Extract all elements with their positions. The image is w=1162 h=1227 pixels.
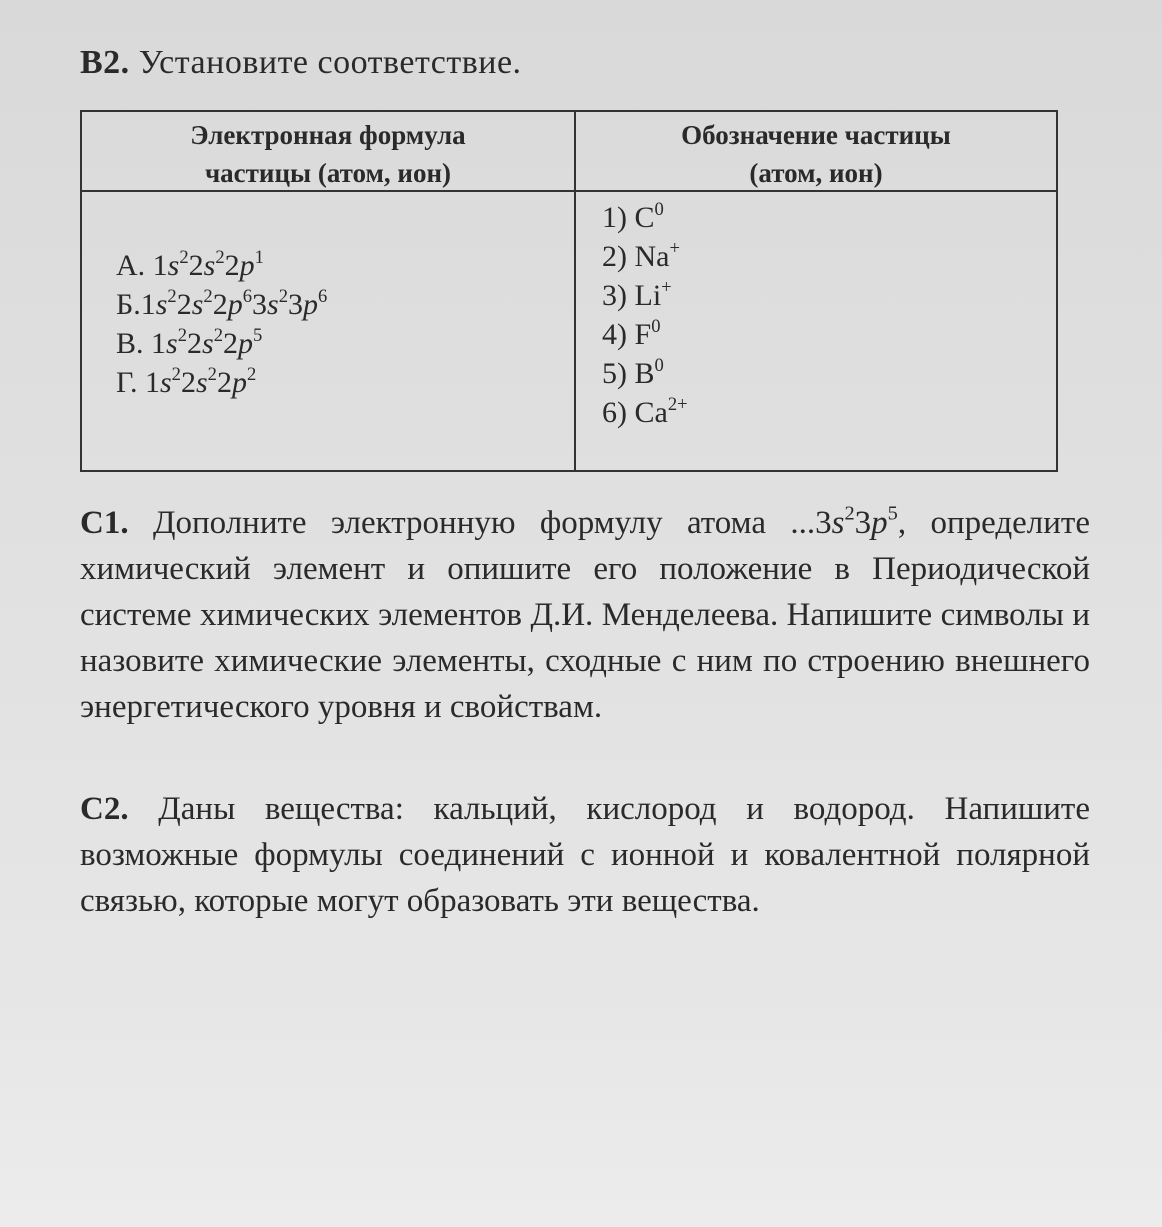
formula-item <box>116 246 327 285</box>
formula-item-letter: А. <box>116 249 153 282</box>
orbital-sublevel: s <box>202 327 214 360</box>
orbital-level: 2 <box>176 288 192 321</box>
orbital-level: 2 <box>188 249 204 282</box>
particle-item <box>602 354 688 393</box>
electron-count: 2 <box>171 363 181 385</box>
formula-item-letter: В. <box>116 327 152 360</box>
orbital-level: 2 <box>216 366 232 399</box>
orbital-sublevel: s <box>831 505 845 541</box>
electron-count: 2 <box>203 285 213 307</box>
electron-count: 2 <box>844 502 855 525</box>
formula-item <box>116 324 327 363</box>
matching-table <box>80 110 1058 472</box>
orbital-level: 2 <box>222 327 238 360</box>
electron-count: 6 <box>242 285 252 307</box>
particle-item <box>602 393 688 432</box>
electron-count: 6 <box>317 285 328 307</box>
task-c2-label: С2. <box>80 791 129 827</box>
table-header-formula <box>82 116 574 192</box>
particle-symbol: 2) Na <box>602 240 670 273</box>
electron-count: 2 <box>167 285 177 307</box>
formula-item <box>116 363 327 402</box>
orbital-level: 2 <box>180 366 196 399</box>
orbital-sublevel: p <box>227 288 243 321</box>
orbital-sublevel: s <box>267 288 279 321</box>
electron-count: 5 <box>887 502 898 525</box>
orbital-sublevel: p <box>239 249 255 282</box>
orbital-level: 1 <box>140 288 156 321</box>
particle-symbol: 3) Li <box>602 279 662 312</box>
particle-charge: 0 <box>654 198 664 220</box>
particle-item <box>602 315 688 354</box>
orbital-level: 1 <box>152 249 168 282</box>
particle-charge: 0 <box>654 354 664 376</box>
task-c2-text: Даны вещества: кальций, кислород и водород. Напишите возможные формулы соединений с ионной и ковалентной полярной связью, которые могут образовать эти вещества. <box>80 791 1091 919</box>
orbital-level: 3 <box>854 505 872 541</box>
electron-count: 2 <box>177 324 187 346</box>
formula-item-letter: Б. <box>116 288 141 321</box>
orbital-sublevel: p <box>302 288 318 321</box>
particle-item <box>602 237 688 276</box>
task-b2-number: В2. <box>80 44 130 81</box>
particle-charge: + <box>669 237 680 259</box>
orbital-level: 2 <box>187 327 202 360</box>
orbital-level: 2 <box>212 288 228 321</box>
formula-item <box>116 285 327 324</box>
task-b2-heading <box>80 44 522 82</box>
particle-symbol: 4) F <box>602 318 652 351</box>
task-c1-text-after: , определите химический элемент и опишите его положение в Периодической системе химических элементов Д.И. Менделеева. Напишите символы и назовите химические элементы, сходные с ним по строению внешнего энергетического уровня и свойствам. <box>80 505 1090 725</box>
orbital-level: 3 <box>252 288 267 321</box>
header-formula-line2: частицы (атом, ион) <box>204 158 452 188</box>
orbital-level: 3 <box>815 505 832 541</box>
electron-count: 5 <box>252 324 263 346</box>
header-formula-line1: Электронная формула <box>190 120 466 150</box>
electron-count: 2 <box>246 363 257 385</box>
particle-charge: 2+ <box>667 393 688 415</box>
formula-item-letter: Г. <box>116 366 145 399</box>
task-c2 <box>80 786 1090 924</box>
header-particle-line2: (атом, ион) <box>749 158 883 188</box>
task-c1-formula <box>815 502 898 541</box>
orbital-sublevel: p <box>871 505 888 541</box>
orbital-level: 2 <box>224 249 240 282</box>
task-c1 <box>80 500 1090 730</box>
orbital-level: 3 <box>287 288 303 321</box>
electron-count: 1 <box>254 246 264 268</box>
orbital-level: 1 <box>144 366 160 399</box>
task-c1-label: С1. <box>80 505 129 541</box>
electron-count: 2 <box>179 246 189 268</box>
particle-item <box>602 198 688 237</box>
particle-symbol: 5) B <box>602 357 655 390</box>
orbital-sublevel: s <box>167 249 180 282</box>
task-b2-text: Установите соответствие. <box>138 44 522 81</box>
orbital-sublevel: s <box>155 288 168 321</box>
table-header-particle <box>576 116 1056 192</box>
formula-list <box>116 246 327 402</box>
electron-count: 2 <box>207 363 217 385</box>
orbital-sublevel: s <box>203 249 216 282</box>
electron-count: 2 <box>278 285 288 307</box>
electron-count: 2 <box>215 246 225 268</box>
particle-symbol: 1) C <box>602 201 655 234</box>
orbital-sublevel: s <box>195 366 208 399</box>
task-c1-text-before: Дополните электронную формулу атома ... <box>152 505 816 541</box>
particle-charge: + <box>661 276 672 298</box>
particle-symbol: 6) Ca <box>602 396 668 429</box>
orbital-sublevel: s <box>191 288 204 321</box>
header-particle-line1: Обозначение частицы <box>681 120 951 150</box>
orbital-sublevel: p <box>231 366 247 399</box>
orbital-level: 1 <box>151 327 167 360</box>
particle-charge: 0 <box>651 315 661 337</box>
orbital-sublevel: s <box>166 327 178 360</box>
electron-count: 2 <box>213 324 223 346</box>
particle-list <box>602 198 688 432</box>
orbital-sublevel: p <box>237 327 253 360</box>
particle-item <box>602 276 688 315</box>
orbital-sublevel: s <box>159 366 172 399</box>
